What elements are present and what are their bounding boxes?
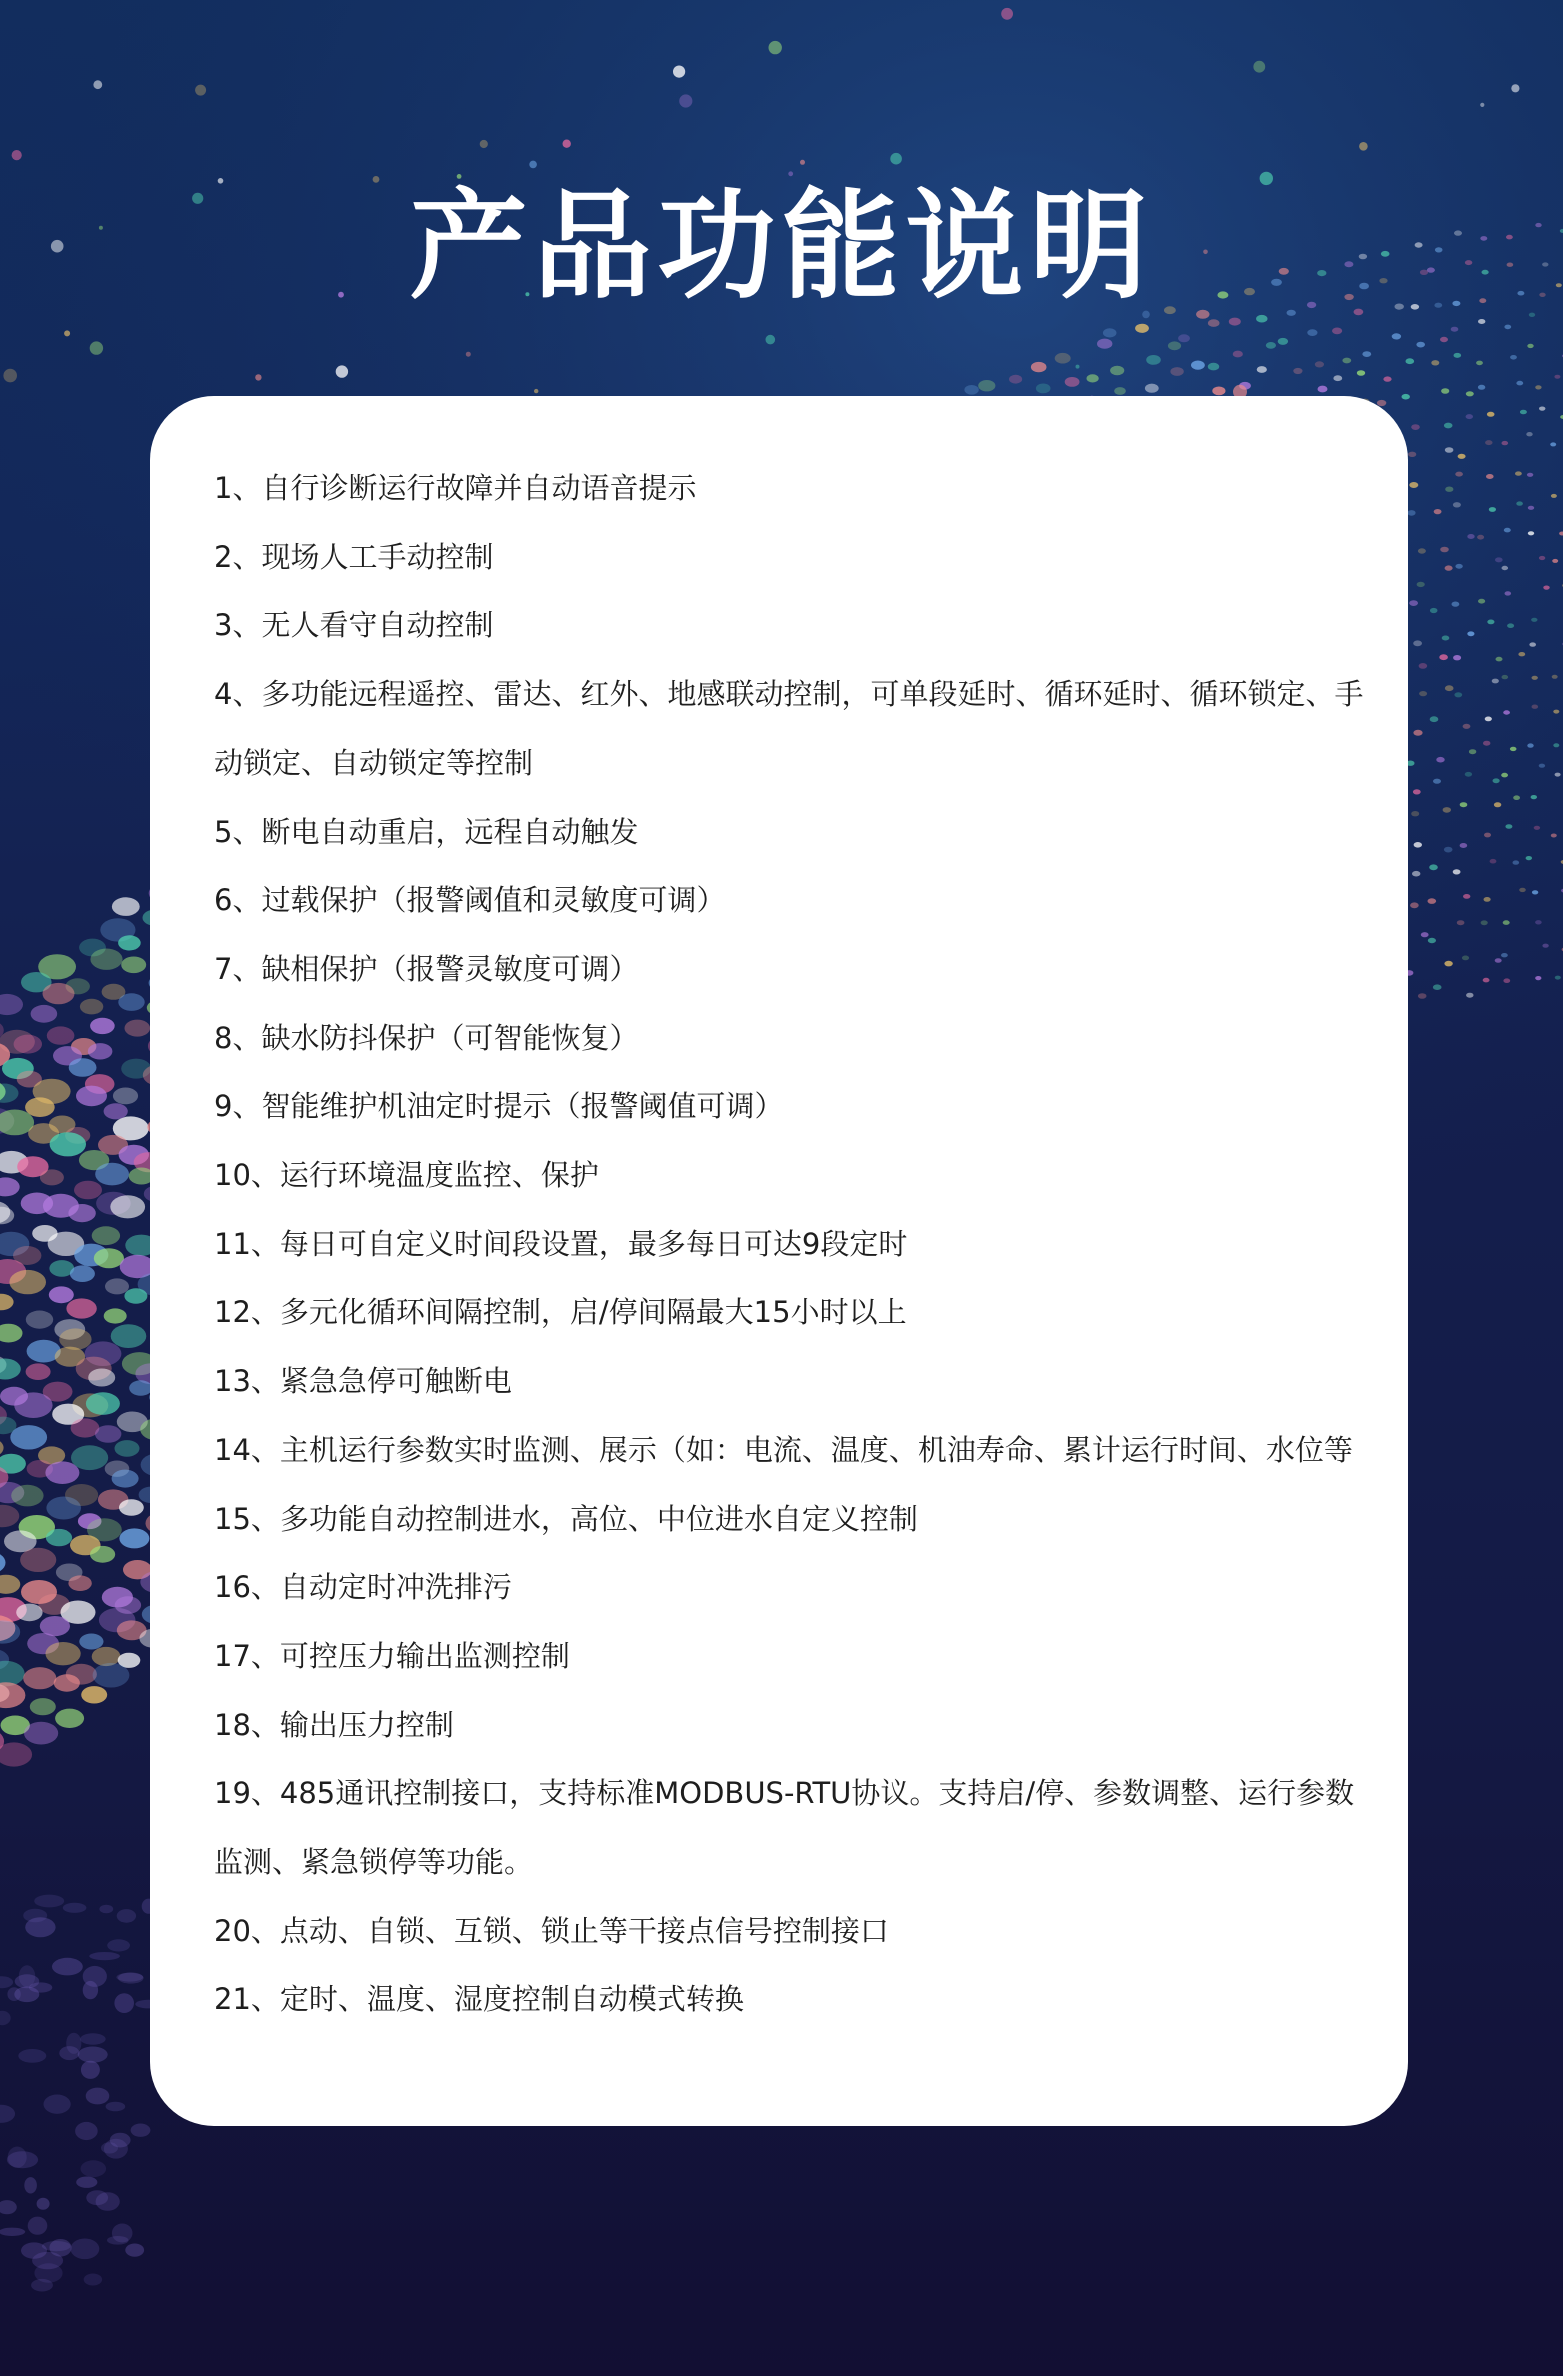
feature-item: 20、点动、自锁、互锁、锁止等干接点信号控制接口: [214, 1913, 889, 1948]
feature-item: 12、多元化循环间隔控制，启/停间隔最大15小时以上: [214, 1295, 907, 1330]
feature-list: [214, 454, 1368, 2034]
feature-item: 15、多功能自动控制进水，高位、中位进水自定义控制: [214, 1501, 918, 1536]
feature-item: 2、现场人工手动控制: [214, 539, 494, 574]
feature-item: 1、自行诊断运行故障并自动语音提示: [214, 471, 697, 505]
feature-item: 17、可控压力输出监测控制: [214, 1638, 570, 1673]
feature-item: 9、智能维护机油定时提示（报警阈值可调）: [214, 1089, 784, 1124]
feature-item: 10、运行环境温度监控、保护: [214, 1158, 599, 1193]
feature-item: 19、485通讯控制接口，支持标准MODBUS-RTU协议。支持启/停、参数调整、运行参数监测、紧急锁停等功能。: [214, 1776, 1355, 1880]
feature-item: 16、自动定时冲洗排污: [214, 1570, 512, 1605]
feature-item: 4、多功能远程遥控、雷达、红外、地感联动控制，可单段延时、循环延时、循环锁定、手动锁定、自动锁定等控制: [214, 677, 1364, 780]
feature-card: [150, 396, 1408, 2126]
feature-item: 18、输出压力控制: [214, 1707, 454, 1742]
feature-item: 8、缺水防抖保护（可智能恢复）: [214, 1020, 639, 1055]
feature-item: 7、缺相保护（报警灵敏度可调）: [214, 951, 639, 986]
feature-item: 21、定时、温度、湿度控制自动模式转换: [214, 1982, 744, 2017]
page-title: 产品功能说明: [409, 177, 1154, 315]
feature-item: 14、主机运行参数实时监测、展示（如：电流、温度、机油寿命、累计运行时间、水位等: [214, 1432, 1353, 1467]
feature-item: 3、无人看守自动控制: [214, 608, 494, 643]
feature-item: 5、断电自动重启，远程自动触发: [214, 814, 639, 849]
feature-item: 11、每日可自定义时间段设置，最多每日可达9段定时: [214, 1226, 908, 1261]
feature-item: 6、过载保护（报警阈值和灵敏度可调）: [214, 883, 726, 918]
feature-item: 13、紧急急停可触断电: [214, 1364, 512, 1399]
